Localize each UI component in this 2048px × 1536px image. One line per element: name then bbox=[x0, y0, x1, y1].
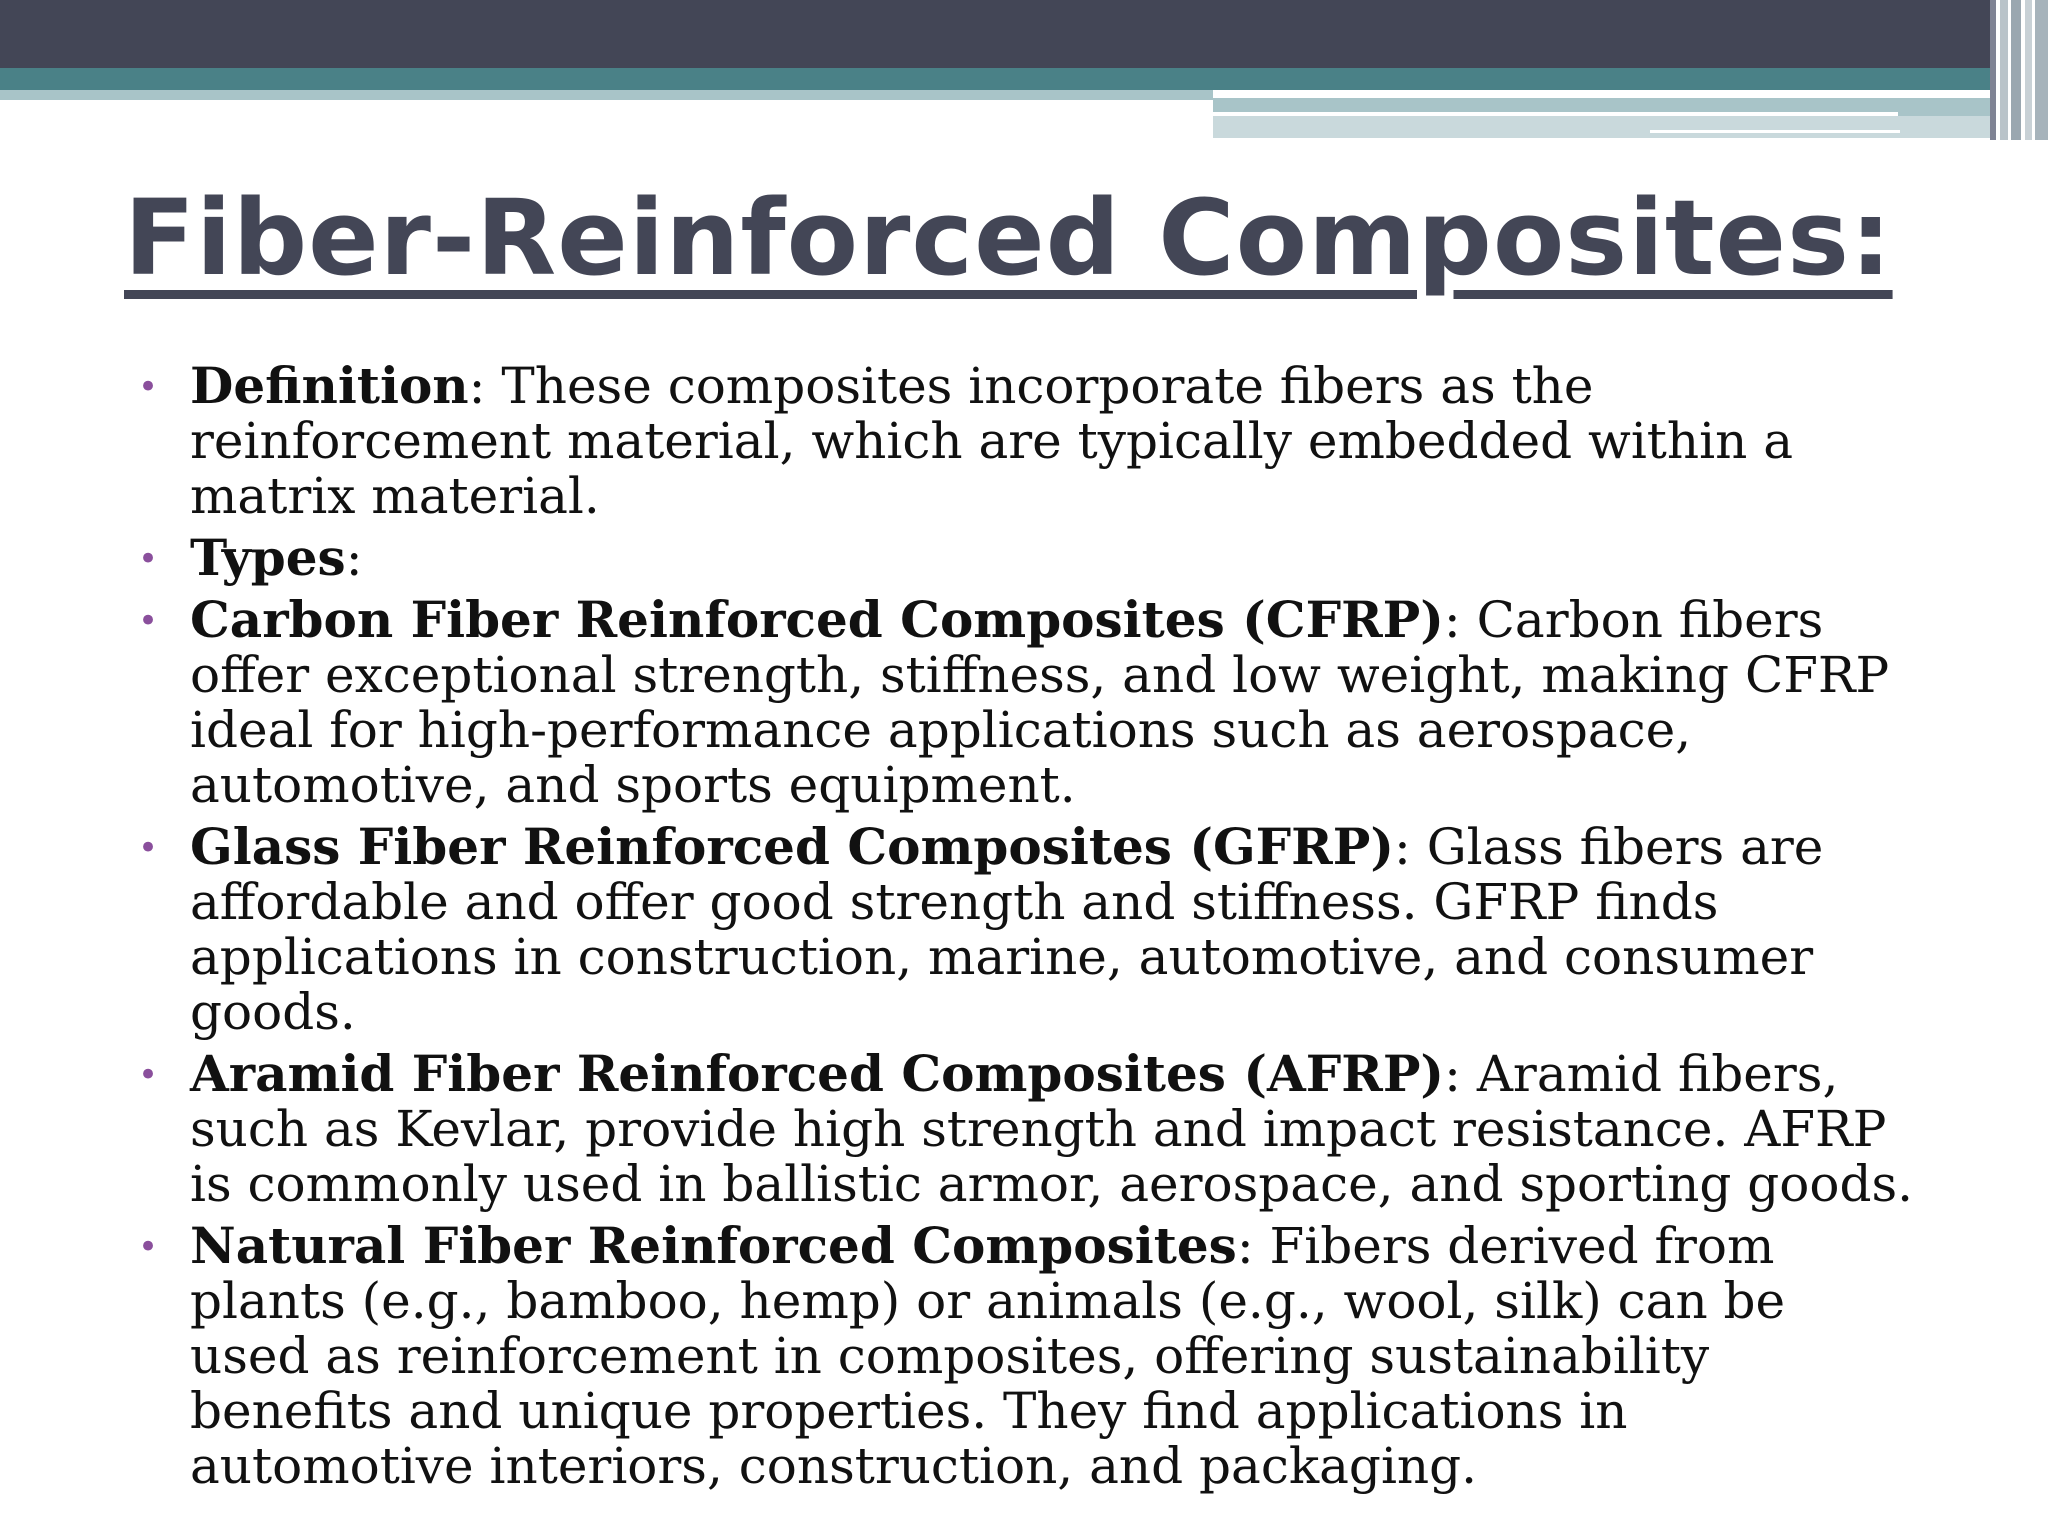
bullet-text: : bbox=[345, 529, 363, 587]
bullet-term: Natural Fiber Reinforced Composites bbox=[190, 1216, 1237, 1275]
bullet-text: : Carbon fibers offer exceptional strength, stiffness, and low weight, making CFRP ideal for high-performance applications such as aerospace, automotive, and sports equipment. bbox=[190, 591, 1890, 814]
header-divider-line bbox=[1213, 112, 1898, 116]
bullet-term: Types bbox=[190, 528, 346, 587]
header-bar-step-lower bbox=[1213, 116, 2048, 138]
corner-stripes bbox=[1990, 0, 2048, 140]
bullet-icon: • bbox=[138, 601, 159, 641]
list-item bbox=[138, 530, 1918, 586]
header-bar-teal bbox=[0, 68, 2048, 90]
bullet-icon: • bbox=[138, 828, 159, 868]
bullet-term: Carbon Fiber Reinforced Composites (CFRP) bbox=[190, 590, 1444, 649]
bullet-term: Glass Fiber Reinforced Composites (GFRP) bbox=[190, 817, 1394, 876]
bullet-term: Definition bbox=[190, 356, 469, 415]
header-divider-line-short bbox=[1650, 130, 1900, 133]
header-bar-dark bbox=[0, 0, 2048, 68]
list-item bbox=[138, 1046, 1918, 1212]
bullet-text: : These composites incorporate fibers as the reinforcement material, which are typically embedded within a matrix material. bbox=[190, 357, 1794, 525]
bullet-text: : Fibers derived from plants (e.g., bamboo, hemp) or animals (e.g., wool, silk) can be used as reinforcement in composites, offering sustainability benefits and unique properties. They find applications in automotive interiors, construction, and packaging. bbox=[190, 1217, 1786, 1495]
bullet-icon: • bbox=[138, 539, 159, 579]
bullet-text: : Aramid fibers, such as Kevlar, provide high strength and impact resistance. AFRP is commonly used in ballistic armor, aerospace, and sporting goods. bbox=[190, 1045, 1913, 1213]
bullet-icon: • bbox=[138, 1055, 159, 1095]
header-bar-light bbox=[0, 90, 1213, 100]
bullet-text: : Glass fibers are affordable and offer good strength and stiffness. GFRP finds applications in construction, marine, automotive, and consumer goods. bbox=[190, 818, 1824, 1041]
bullet-icon: • bbox=[138, 367, 159, 407]
list-item bbox=[138, 592, 1918, 813]
bullet-term: Aramid Fiber Reinforced Composites (AFRP) bbox=[190, 1044, 1445, 1103]
bullet-list bbox=[138, 358, 1918, 1500]
list-item bbox=[138, 358, 1918, 524]
slide-title: Fiber-Reinforced Composites: bbox=[124, 177, 1893, 299]
list-item bbox=[138, 819, 1918, 1040]
bullet-icon: • bbox=[138, 1227, 159, 1267]
list-item bbox=[138, 1218, 1918, 1494]
